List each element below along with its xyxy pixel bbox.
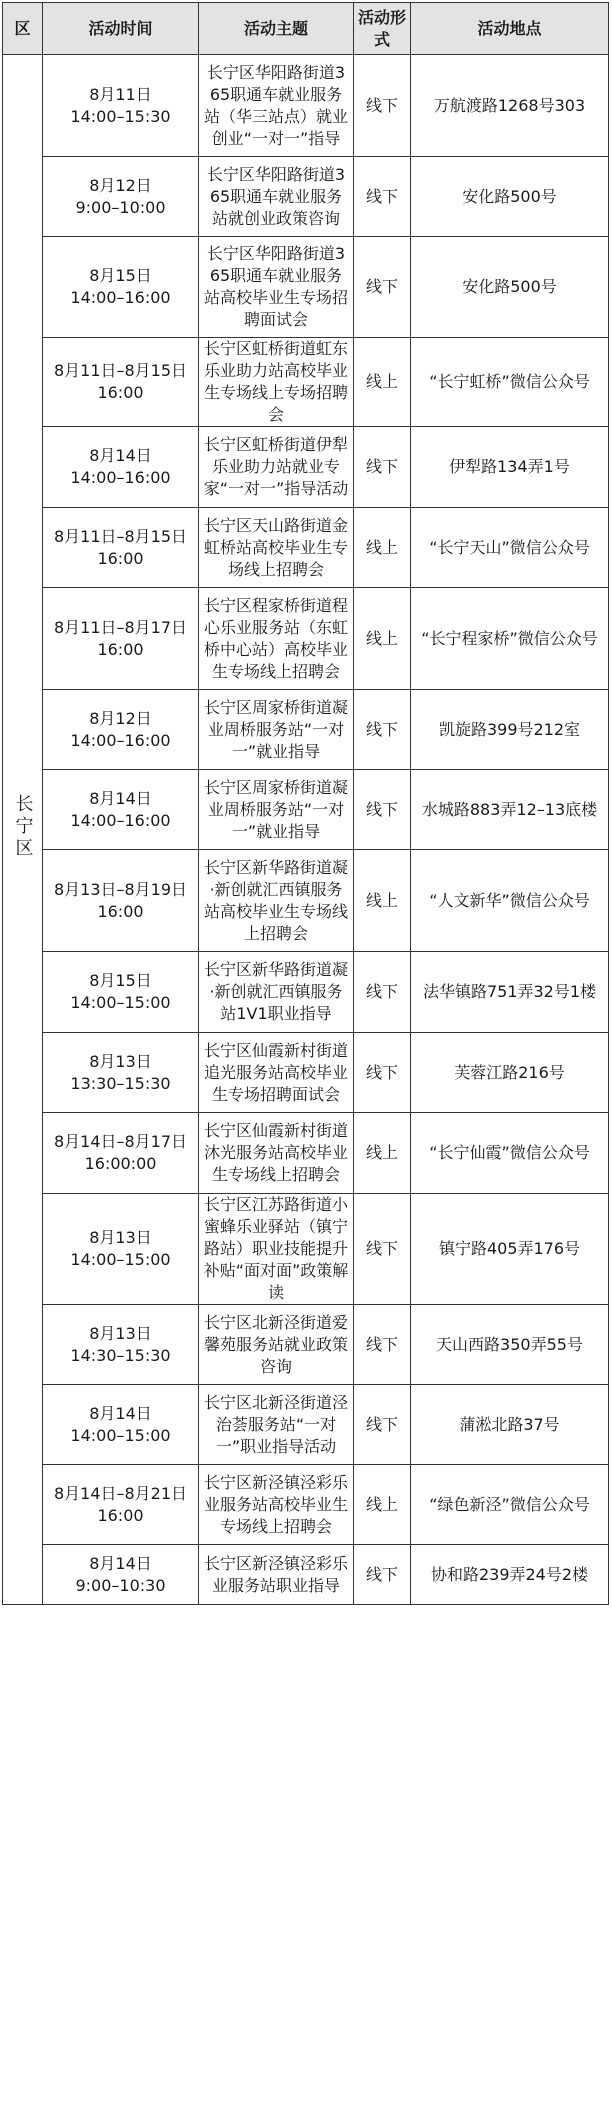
- header-mode: 活动形式: [354, 3, 411, 55]
- table-row: [3, 1113, 609, 1194]
- mode-cell: 线上: [354, 850, 411, 952]
- table-row: [3, 952, 609, 1033]
- time-cell: [43, 770, 199, 850]
- time-date: 8月13日: [89, 1051, 152, 1071]
- theme-cell: 长宁区江苏路街道小蜜蜂乐业驿站（镇宁路站）职业技能提升补贴“面对面”政策解读: [199, 1194, 354, 1305]
- time-cell: [43, 508, 199, 588]
- time-cell: [43, 1465, 199, 1545]
- time-cell: [43, 427, 199, 508]
- time-cell: [43, 1113, 199, 1194]
- place-cell: 天山西路350弄55号: [411, 1305, 609, 1385]
- time-cell: [43, 1033, 199, 1113]
- theme-cell: 长宁区华阳路街道365职通车就业服务站（华三站点）就业创业“一对一”指导: [199, 55, 354, 157]
- time-date: 8月12日: [89, 175, 152, 195]
- time-date: 8月13日: [89, 1323, 152, 1343]
- time-cell: [43, 690, 199, 770]
- time-cell: [43, 588, 199, 690]
- time-hours: 16:00:00: [84, 1154, 157, 1173]
- time-cell: [43, 157, 199, 237]
- time-date: 8月14日: [89, 788, 152, 808]
- mode-cell: 线下: [354, 1305, 411, 1385]
- time-cell: [43, 850, 199, 952]
- time-cell: [43, 338, 199, 427]
- time-date: 8月11日–8月15日: [53, 526, 188, 546]
- header-time: 活动时间: [43, 3, 199, 55]
- place-cell: 万航渡路1268号303: [411, 55, 609, 157]
- time-cell: [43, 1194, 199, 1305]
- time-date: 8月15日: [89, 971, 152, 990]
- time-date: 8月13日–8月19日: [53, 879, 188, 899]
- theme-cell: 长宁区北新泾街道爱馨苑服务站就业政策咨询: [199, 1305, 354, 1385]
- table-row: [3, 157, 609, 237]
- theme-cell: 长宁区新泾镇泾彩乐业服务站高校毕业生专场线上招聘会: [199, 1465, 354, 1545]
- table-row: [3, 1305, 609, 1385]
- mode-cell: 线下: [354, 427, 411, 508]
- time-cell: [43, 237, 199, 338]
- mode-cell: 线下: [354, 952, 411, 1033]
- table-row: [3, 338, 609, 427]
- time-hours: 14:00–16:00: [70, 288, 171, 307]
- theme-cell: 长宁区周家桥街道凝业周桥服务站“一对一”就业指导: [199, 690, 354, 770]
- time-date: 8月14日–8月17日: [53, 1132, 188, 1151]
- district-cell: [3, 55, 43, 1605]
- place-cell: “长宁天山”微信公众号: [411, 508, 609, 588]
- time-cell: [43, 55, 199, 157]
- time-date: 8月14日: [89, 1403, 152, 1423]
- theme-cell: 长宁区华阳路街道365职通车就业服务站高校毕业生专场招聘面试会: [199, 237, 354, 338]
- theme-cell: 长宁区程家桥街道程心乐业服务站（东虹桥中心站）高校毕业生专场线上招聘会: [199, 588, 354, 690]
- mode-cell: 线下: [354, 237, 411, 338]
- district-label: 长宁区: [12, 793, 34, 860]
- place-cell: “长宁虹桥”微信公众号: [411, 338, 609, 427]
- mode-cell: 线上: [354, 1465, 411, 1545]
- table-row: [3, 690, 609, 770]
- theme-cell: 长宁区天山路街道金虹桥站高校毕业生专场线上招聘会: [199, 508, 354, 588]
- time-cell: [43, 1385, 199, 1465]
- table-row: [3, 588, 609, 690]
- table-row: [3, 770, 609, 850]
- time-hours: 14:00–15:00: [70, 993, 171, 1012]
- mode-cell: 线下: [354, 157, 411, 237]
- place-cell: 水城路883弄12–13底楼: [411, 770, 609, 850]
- place-cell: 协和路239弄24号2楼: [411, 1545, 609, 1605]
- theme-cell: 长宁区新华路街道凝·新创就汇西镇服务站高校毕业生专场线上招聘会: [199, 850, 354, 952]
- theme-cell: 长宁区仙霞新村街道沐光服务站高校毕业生专场线上招聘会: [199, 1113, 354, 1194]
- time-date: 8月11日: [89, 84, 152, 104]
- time-hours: 14:00–16:00: [70, 730, 171, 750]
- time-hours: 9:00–10:00: [75, 197, 166, 217]
- mode-cell: 线下: [354, 1194, 411, 1305]
- table-row: [3, 1033, 609, 1113]
- place-cell: 芙蓉江路216号: [411, 1033, 609, 1113]
- place-cell: “长宁程家桥”微信公众号: [411, 588, 609, 690]
- time-date: 8月15日: [89, 266, 152, 285]
- place-cell: “人文新华”微信公众号: [411, 850, 609, 952]
- place-cell: 镇宁路405弄176号: [411, 1194, 609, 1305]
- time-hours: 14:00–16:00: [70, 468, 171, 487]
- time-date: 8月13日: [89, 1228, 152, 1247]
- header-theme: 活动主题: [199, 3, 354, 55]
- time-hours: 16:00: [97, 901, 144, 921]
- table-row: [3, 1465, 609, 1545]
- place-cell: 法华镇路751弄32号1楼: [411, 952, 609, 1033]
- time-hours: 16:00: [97, 1505, 144, 1525]
- time-cell: [43, 1545, 199, 1605]
- theme-cell: 长宁区新华路街道凝·新创就汇西镇服务站1V1职业指导: [199, 952, 354, 1033]
- header-row: [3, 3, 609, 55]
- place-cell: 凯旋路399号212室: [411, 690, 609, 770]
- theme-cell: 长宁区华阳路街道365职通车就业服务站就创业政策咨询: [199, 157, 354, 237]
- time-date: 8月11日–8月17日: [53, 617, 188, 637]
- theme-cell: 长宁区新泾镇泾彩乐业服务站职业指导: [199, 1545, 354, 1605]
- time-hours: 16:00: [97, 639, 144, 659]
- theme-cell: 长宁区虹桥街道虹东乐业助力站高校毕业生专场线上专场招聘会: [199, 338, 354, 427]
- time-hours: 14:00–16:00: [70, 810, 171, 830]
- table-row: [3, 237, 609, 338]
- time-hours: 14:00–15:30: [70, 106, 171, 126]
- place-cell: 蒲淞北路37号: [411, 1385, 609, 1465]
- mode-cell: 线下: [354, 1033, 411, 1113]
- mode-cell: 线下: [354, 1545, 411, 1605]
- table-row: [3, 850, 609, 952]
- time-date: 8月11日–8月15日: [53, 361, 188, 380]
- mode-cell: 线上: [354, 1113, 411, 1194]
- time-hours: 16:00: [97, 383, 144, 402]
- time-hours: 14:00–15:00: [70, 1425, 171, 1445]
- theme-cell: 长宁区周家桥街道凝业周桥服务站“一对一”就业指导: [199, 770, 354, 850]
- mode-cell: 线上: [354, 508, 411, 588]
- schedule-table: [2, 2, 609, 1605]
- time-cell: [43, 952, 199, 1033]
- mode-cell: 线上: [354, 338, 411, 427]
- place-cell: “绿色新泾”微信公众号: [411, 1465, 609, 1545]
- table-row: [3, 508, 609, 588]
- place-cell: 伊犁路134弄1号: [411, 427, 609, 508]
- table-row: [3, 1194, 609, 1305]
- time-hours: 9:00–10:30: [75, 1575, 166, 1595]
- time-date: 8月12日: [89, 708, 152, 728]
- time-date: 8月14日: [89, 1553, 152, 1573]
- time-hours: 14:30–15:30: [70, 1345, 171, 1365]
- mode-cell: 线下: [354, 55, 411, 157]
- table-row: [3, 1385, 609, 1465]
- mode-cell: 线下: [354, 690, 411, 770]
- place-cell: 安化路500号: [411, 237, 609, 338]
- table-body: [3, 55, 609, 1605]
- theme-cell: 长宁区仙霞新村街道追光服务站高校毕业生专场招聘面试会: [199, 1033, 354, 1113]
- time-date: 8月14日–8月21日: [53, 1483, 188, 1503]
- mode-cell: 线下: [354, 1385, 411, 1465]
- theme-cell: 长宁区虹桥街道伊犁乐业助力站就业专家“一对一”指导活动: [199, 427, 354, 508]
- table-row: [3, 1545, 609, 1605]
- time-cell: [43, 1305, 199, 1385]
- theme-cell: 长宁区北新泾街道泾治荟服务站“一对一”职业指导活动: [199, 1385, 354, 1465]
- time-hours: 14:00–15:00: [70, 1250, 171, 1269]
- header-district: 区: [3, 3, 43, 55]
- header-place: 活动地点: [411, 3, 609, 55]
- mode-cell: 线下: [354, 770, 411, 850]
- time-hours: 16:00: [97, 548, 144, 568]
- table-row: [3, 427, 609, 508]
- time-hours: 13:30–15:30: [70, 1073, 171, 1093]
- place-cell: 安化路500号: [411, 157, 609, 237]
- mode-cell: 线上: [354, 588, 411, 690]
- table-row: [3, 55, 609, 157]
- place-cell: “长宁仙霞”微信公众号: [411, 1113, 609, 1194]
- time-date: 8月14日: [89, 446, 152, 465]
